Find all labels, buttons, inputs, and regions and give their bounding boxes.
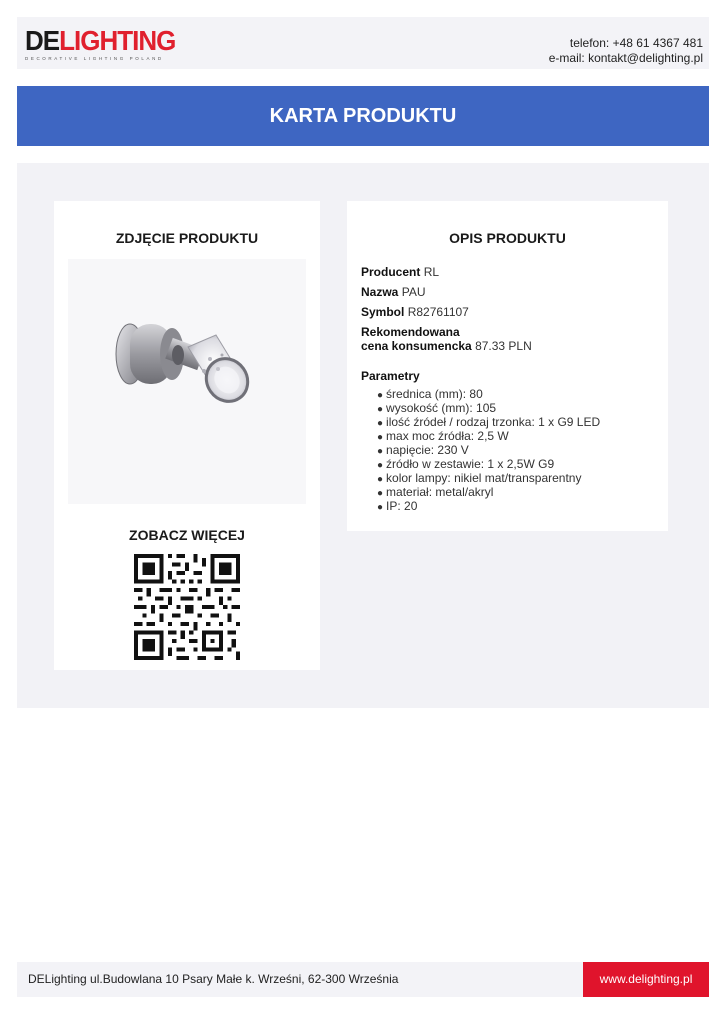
contact-info xyxy=(549,36,703,66)
bullet-icon: ● xyxy=(377,418,384,429)
description-body xyxy=(361,265,661,514)
symbol-field xyxy=(361,305,661,319)
website-link[interactable]: www.delighting.pl xyxy=(583,962,709,997)
product-photo xyxy=(68,259,306,504)
name-value: PAU xyxy=(401,285,426,299)
product-photo-card xyxy=(54,201,320,670)
price-label-line2: cena konsumencka xyxy=(361,339,472,353)
bullet-icon: ● xyxy=(377,488,384,499)
description-section-title: OPIS PRODUKTU xyxy=(449,230,566,246)
producer-field xyxy=(361,265,661,279)
symbol-value: R82761107 xyxy=(407,305,469,319)
bullet-icon: ● xyxy=(377,460,384,471)
parameter-item: ● ilość źródeł / rodzaj trzonka: 1 x G9 LED xyxy=(377,415,601,429)
contact-email[interactable]: e-mail: kontakt@delighting.pl xyxy=(548,51,703,65)
parameter-item: ● napięcie: 230 V xyxy=(377,443,469,457)
price-label-line1: Rekomendowana xyxy=(361,325,460,339)
producer-label: Producent xyxy=(361,265,421,279)
product-description-card xyxy=(347,201,668,531)
company-logo[interactable] xyxy=(25,24,176,61)
wall-spotlight-image xyxy=(68,259,306,504)
logo-tagline: DECORATIVE LIGHTING POLAND xyxy=(25,56,164,61)
photo-section-title: ZDJĘCIE PRODUKTU xyxy=(115,230,259,246)
parameters-list xyxy=(361,388,661,514)
page-footer xyxy=(17,962,709,997)
page-header xyxy=(17,17,709,69)
price-field xyxy=(361,325,661,353)
qr-code[interactable] xyxy=(134,554,240,660)
bullet-icon: ● xyxy=(377,390,384,401)
parameter-item: ● kolor lampy: nikiel mat/transparentny xyxy=(377,471,582,485)
parameter-item: ● średnica (mm): 80 xyxy=(377,387,483,401)
bullet-icon: ● xyxy=(377,432,384,443)
see-more-title: ZOBACZ WIĘCEJ xyxy=(129,527,245,543)
price-value: 87.33 PLN xyxy=(475,339,532,353)
name-label: Nazwa xyxy=(361,285,399,299)
bullet-icon: ● xyxy=(377,474,384,485)
page-title-banner: KARTA PRODUKTU xyxy=(17,86,709,146)
parameter-item: ● wysokość (mm): 105 xyxy=(377,401,497,415)
bullet-icon: ● xyxy=(377,404,384,415)
parameters-title: Parametry xyxy=(361,369,420,383)
bullet-icon: ● xyxy=(377,502,384,513)
company-address: DELighting ul.Budowlana 10 Psary Małe k. Wrześni, 62-300 Września xyxy=(28,972,399,986)
parameter-item: ● max moc źródła: 2,5 W xyxy=(377,429,509,443)
parameter-item: ● IP: 20 xyxy=(377,499,418,513)
producer-value: RL xyxy=(423,265,440,279)
parameter-item: ● źródło w zestawie: 1 x 2,5W G9 xyxy=(377,457,555,471)
logo-text-de: DE xyxy=(25,24,60,57)
symbol-label: Symbol xyxy=(361,305,405,319)
contact-phone[interactable]: telefon: +48 61 4367 481 xyxy=(569,36,703,50)
name-field xyxy=(361,285,661,299)
parameter-item: ● materiał: metal/akryl xyxy=(377,485,494,499)
logo-text-lighting: LIGHTING xyxy=(59,24,176,57)
bullet-icon: ● xyxy=(377,446,384,457)
